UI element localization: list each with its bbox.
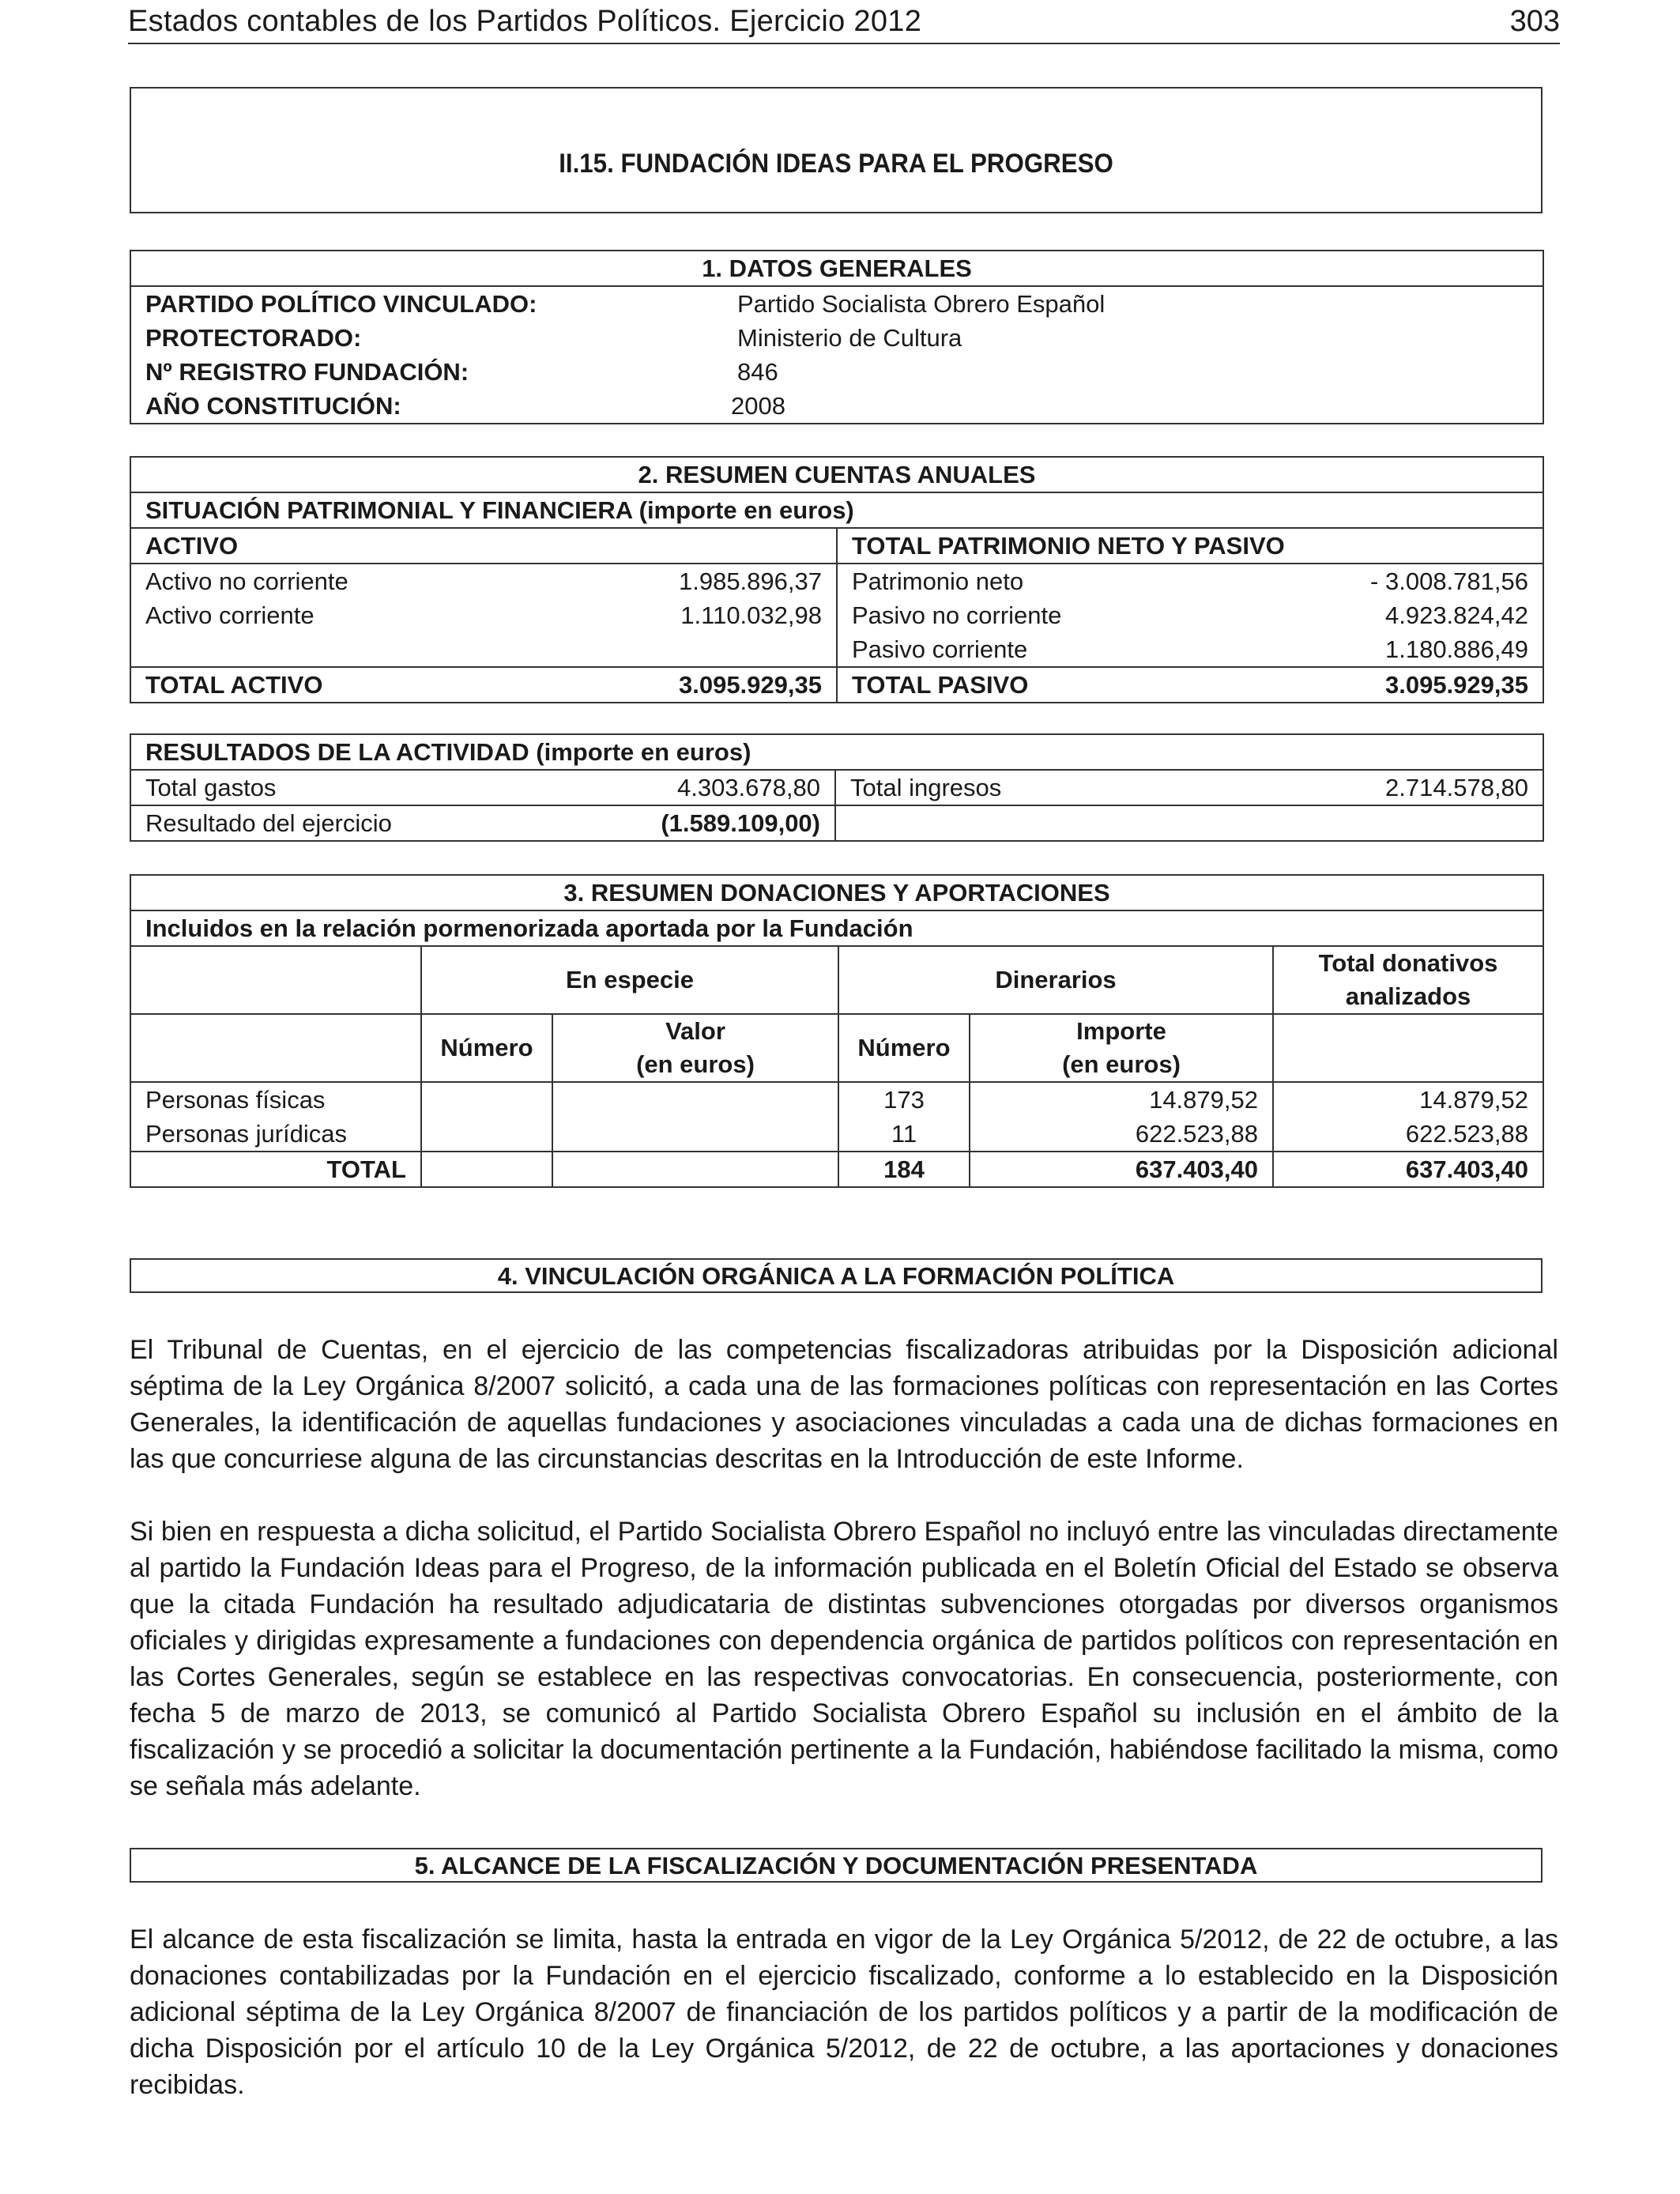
pasivo-header: TOTAL PATRIMONIO NETO Y PASIVO — [837, 528, 1543, 564]
donaciones-heading-row — [130, 875, 1543, 910]
datos-value: Partido Socialista Obrero Español — [737, 290, 1106, 318]
donaciones-sub-headers — [130, 1014, 1543, 1082]
pasivo-label: Pasivo corriente — [837, 632, 1256, 667]
dinerarios-importe: 622.523,88 — [970, 1117, 1273, 1152]
dinerarios-numero-header: Número — [838, 1014, 970, 1082]
datos-row — [130, 355, 1543, 389]
especie-valor-header — [552, 1014, 838, 1082]
especie-numero — [421, 1117, 552, 1152]
pasivo-value: 1.180.886,49 — [1256, 632, 1543, 667]
activo-label: Activo corriente — [145, 601, 315, 629]
gastos-value: 4.303.678,80 — [549, 770, 835, 805]
dinerarios-numero: 11 — [838, 1117, 970, 1152]
dinerarios-header: Dinerarios — [838, 946, 1273, 1014]
pasivo-label: Patrimonio neto — [852, 567, 1024, 595]
resultados-heading-row — [130, 734, 1543, 770]
total-donativos: 622.523,88 — [1273, 1117, 1543, 1152]
datos-label: PROTECTORADO: — [145, 324, 362, 352]
pasivo-value: 4.923.824,42 — [1384, 601, 1528, 629]
donaciones-total-donativos: 637.403,40 — [1273, 1152, 1543, 1187]
datos-label: PARTIDO POLÍTICO VINCULADO: — [145, 290, 537, 318]
donante-label: Personas físicas — [130, 1082, 421, 1117]
total-donativos: 14.879,52 — [1273, 1082, 1543, 1117]
vinculacion-paragraph-1: El Tribunal de Cuentas, en el ejercicio de las competencias fiscalizadoras atribuidas por la Disposición adicional séptima de la Ley Orgánica 8/2007 solicitó, a cada una de las formaciones políticas con representación en las Cortes Generales, la identificación de aquellas fundaciones y asociaciones vinculadas a cada una de dichas formaciones en las que concurriese alguna de las circunstancias descritas en la Introducción de este Informe. — [130, 1335, 1558, 1474]
ingresos-value: 2.714.578,80 — [1256, 770, 1543, 805]
activo-value: 1.985.896,37 — [549, 564, 837, 598]
activo-value — [549, 632, 837, 667]
importe-line1: Importe — [1076, 1017, 1166, 1045]
vinculacion-heading-box — [130, 1258, 1543, 1293]
donaciones-subheading: Incluidos en la relación pormenorizada aportada por la Fundación — [130, 910, 1543, 946]
resultados-table — [130, 733, 1544, 842]
vinculacion-paragraph-2: Si bien en respuesta a dicha solicitud, el Partido Socialista Obrero Español no incluyó entre las vinculadas directamente al partido la Fundación Ideas para el Progreso, de la información publicada en el Boletín Oficial del Estado se observa que la citada Fundación ha resultado adjudicataria de distintas subvenciones otorgadas por diversos organismos oficiales y dirigidas expresamente a fundaciones con dependencia orgánica de partidos políticos con representación en las Cortes Generales, según se establece en las respectivas convocatorias. En consecuencia, posteriormente, con fecha 5 de marzo de 2013, se comunicó al Partido Socialista Obrero Español su inclusión en el ámbito de la fiscalización y se procedió a solicitar la documentación pertinente a la Fundación, habiéndose facilitado la misma, como se señala más adelante. — [130, 1517, 1558, 1801]
resumen-subheading-row — [130, 492, 1543, 528]
resumen-row — [130, 598, 1543, 632]
datos-row — [130, 389, 1543, 424]
resumen-heading-row — [130, 457, 1543, 492]
total-donativos-header — [1273, 946, 1543, 1014]
resumen-cuentas-table — [130, 456, 1544, 703]
resultados-row — [130, 805, 1543, 841]
dinerarios-importe: 14.879,52 — [970, 1082, 1273, 1117]
datos-value: 2008 — [731, 392, 785, 420]
donaciones-total-numero: 184 — [838, 1152, 970, 1187]
importe-line2: (en euros) — [1062, 1050, 1181, 1078]
donaciones-heading: 3. RESUMEN DONACIONES Y APORTACIONES — [130, 875, 1543, 910]
gastos-label: Total gastos — [130, 770, 549, 805]
donaciones-table — [130, 874, 1544, 1188]
datos-value: Ministerio de Cultura — [737, 324, 962, 352]
donaciones-total-row — [130, 1152, 1543, 1187]
alcance-heading-box — [130, 1848, 1543, 1883]
total-activo-value: 3.095.929,35 — [549, 667, 837, 703]
donaciones-subheading-row — [130, 910, 1543, 946]
resultado-value: (1.589.109,00) — [549, 805, 835, 841]
donaciones-row — [130, 1082, 1543, 1117]
total-pasivo-label: TOTAL PASIVO — [852, 671, 1029, 699]
valor-line2: (en euros) — [636, 1050, 755, 1078]
donaciones-group-headers — [130, 946, 1543, 1014]
page-number: 303 — [1509, 5, 1560, 38]
donante-label: Personas jurídicas — [130, 1117, 421, 1152]
pasivo-value: - 3.008.781,56 — [1370, 567, 1528, 595]
donaciones-total-label: TOTAL — [130, 1152, 421, 1187]
especie-valor — [552, 1082, 838, 1117]
document-title: II.15. FUNDACIÓN IDEAS PARA EL PROGRESO — [559, 149, 1113, 179]
especie-numero — [421, 1082, 552, 1117]
especie-valor — [552, 1117, 838, 1152]
donaciones-row — [130, 1117, 1543, 1152]
total-donativos-line2: analizados — [1345, 982, 1471, 1010]
datos-generales-table — [130, 250, 1544, 424]
datos-generales-heading-row — [130, 251, 1543, 286]
donaciones-total-importe: 637.403,40 — [970, 1152, 1273, 1187]
activo-label: Activo no corriente — [145, 567, 348, 595]
en-especie-header: En especie — [421, 946, 838, 1014]
activo-value: 1.110.032,98 — [549, 598, 837, 632]
datos-generales-heading: 1. DATOS GENERALES — [130, 251, 1543, 286]
resumen-column-headers — [130, 528, 1543, 564]
valor-line1: Valor — [665, 1017, 725, 1045]
ingresos-label: Total ingresos — [835, 770, 1256, 805]
datos-row — [130, 286, 1543, 321]
resumen-row — [130, 564, 1543, 598]
resumen-total-row — [130, 667, 1543, 703]
alcance-heading: 5. ALCANCE DE LA FISCALIZACIÓN Y DOCUMENTACIÓN PRESENTADA — [414, 1852, 1258, 1879]
datos-value: 846 — [737, 358, 778, 386]
dinerarios-importe-header — [970, 1014, 1273, 1082]
datos-row — [130, 321, 1543, 355]
document-title-box — [130, 87, 1543, 213]
dinerarios-numero: 173 — [838, 1082, 970, 1117]
resumen-row — [130, 632, 1543, 667]
total-donativos-line1: Total donativos — [1318, 949, 1498, 977]
activo-header: ACTIVO — [130, 528, 837, 564]
pasivo-label: Pasivo no corriente — [852, 601, 1062, 629]
resumen-heading: 2. RESUMEN CUENTAS ANUALES — [130, 457, 1543, 492]
resumen-subheading: SITUACIÓN PATRIMONIAL Y FINANCIERA (importe en euros) — [130, 492, 1543, 528]
resultados-heading: RESULTADOS DE LA ACTIVIDAD (importe en euros) — [130, 734, 1543, 770]
activo-label — [130, 632, 549, 667]
datos-label: Nº REGISTRO FUNDACIÓN: — [145, 358, 469, 386]
datos-label: AÑO CONSTITUCIÓN: — [145, 392, 401, 420]
total-pasivo-value: 3.095.929,35 — [1384, 671, 1528, 699]
alcance-paragraph-1: El alcance de esta fiscalización se limita, hasta la entrada en vigor de la Ley Orgánica 5/2012, de 22 de octubre, a las donaciones contabilizadas por la Fundación en el ejercicio fiscalizado, conforme a lo establecido en la Disposición adicional séptima de la Ley Orgánica 8/2007 de financiación de los partidos políticos y a partir de la modificación de dicha Disposición por el artículo 10 de la Ley Orgánica 5/2012, de 22 de octubre, a las aportaciones y donaciones recibidas. — [130, 1924, 1558, 2100]
vinculacion-heading: 4. VINCULACIÓN ORGÁNICA A LA FORMACIÓN POLÍTICA — [497, 1262, 1175, 1290]
total-activo-label: TOTAL ACTIVO — [145, 671, 323, 699]
running-header — [128, 2, 1560, 44]
especie-numero-header: Número — [421, 1014, 552, 1082]
resultado-label: Resultado del ejercicio — [145, 809, 392, 837]
resultados-row — [130, 770, 1543, 805]
header-title: Estados contables de los Partidos Políticos. Ejercicio 2012 — [128, 5, 922, 38]
